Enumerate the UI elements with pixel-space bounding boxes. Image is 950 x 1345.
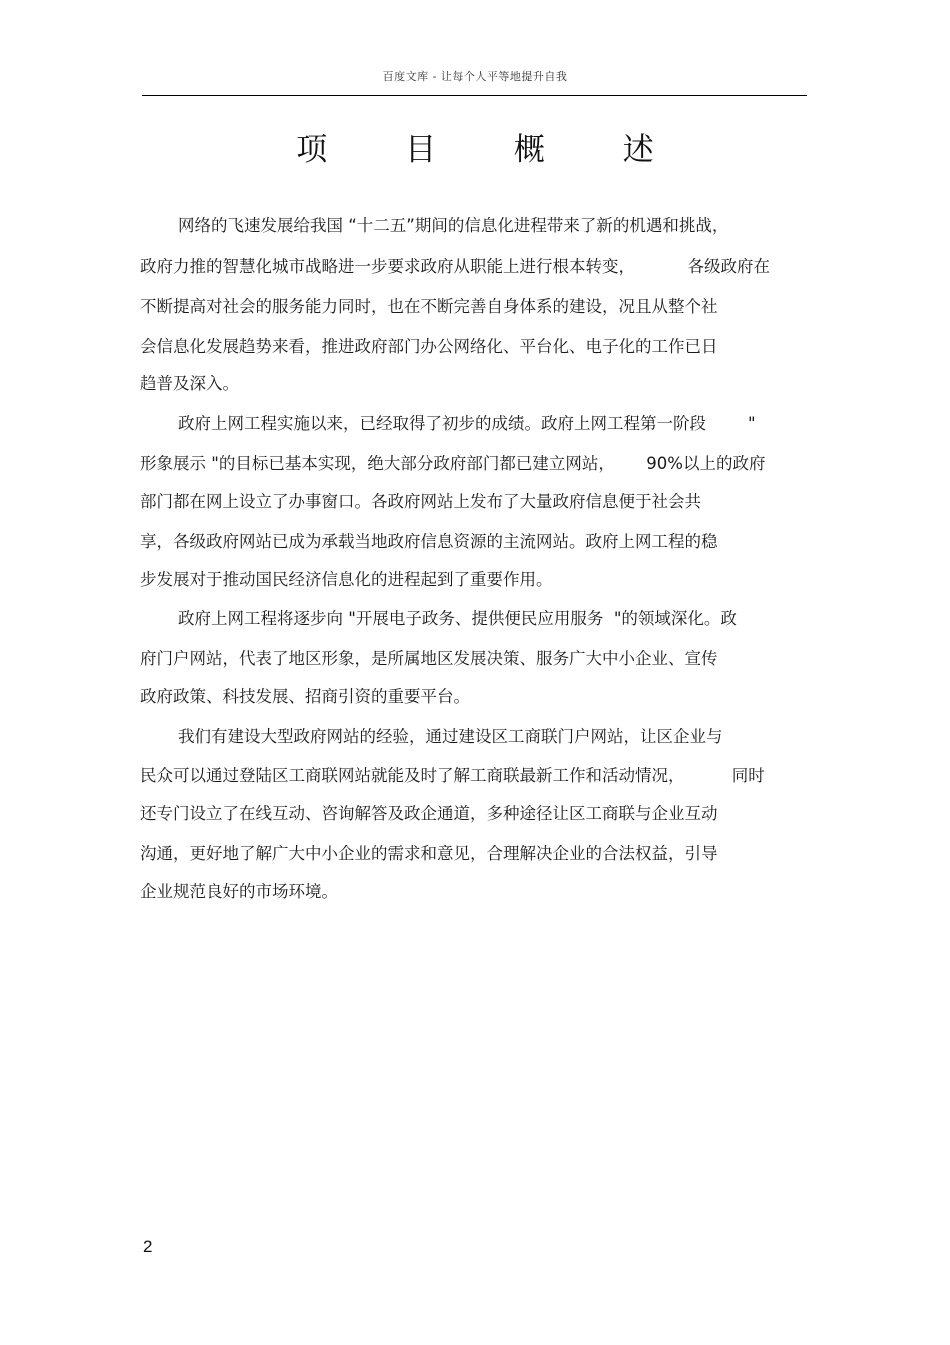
paragraph-2-line-4: 享，各级政府网站已成为承载当地政府信息资源的主流网站。政府上网工程的稳	[140, 532, 718, 551]
paragraph-2-line-5: 步发展对于推动国民经济信息化的进程起到了重要作用。	[140, 570, 553, 589]
paragraph-4-line-1: 我们有建设大型政府网站的经验，通过建设区工商联门户网站，让区企业与	[178, 727, 723, 746]
paragraph-3-line-2: 府门户网站，代表了地区形象，是所属地区发展决策、服务广大中小企业、宣传	[140, 649, 718, 668]
paragraph-4-line-5: 企业规范良好的市场环境。	[140, 882, 338, 901]
paragraph-2-line-1: 政府上网工程实施以来，已经取得了初步的成绩。政府上网工程第一阶段 "	[178, 414, 756, 433]
paragraph-3-line-3: 政府政策、科技发展、招商引资的重要平台。	[140, 687, 470, 706]
paragraph-1-line-2: 政府力推的智慧化城市战略进一步要求政府从职能上进行根本转变， 各级政府在	[140, 257, 770, 276]
paragraph-3-line-1: 政府上网工程将逐步向 "开展电子政务、提供便民应用服务 "的领域深化。政	[178, 609, 737, 628]
header-text: 百度文库 - 让每个人平等地提升自我	[382, 70, 568, 83]
paragraph-4-line-3: 还专门设立了在线互动、咨询解答及政企通道，多种途径让区工商联与企业互动	[140, 804, 718, 823]
paragraph-1-line-5: 趋普及深入。	[140, 374, 239, 393]
page-number: 2	[143, 1237, 153, 1256]
page-title: 项 目 概 述	[296, 132, 688, 168]
paragraph-1-line-3: 不断提高对社会的服务能力同时，也在不断完善自身体系的建设，况且从整个社	[140, 297, 718, 316]
paragraph-4-line-2: 民众可以通过登陆区工商联网站就能及时了解工商联最新工作和活动情况， 同时	[140, 766, 765, 785]
paragraph-1-line-1: 网络的飞速发展给我国 “十二五”期间的信息化进程带来了新的机遇和挑战，	[178, 216, 729, 235]
paragraph-2-line-2: 形象展示 "的目标已基本实现，绝大部分政府部门都已建立网站， 90%以上的政府	[140, 454, 766, 473]
paragraph-1-line-4: 会信息化发展趋势来看，推进政府部门办公网络化、平台化、电子化的工作已日	[140, 337, 718, 356]
header-divider	[142, 95, 807, 96]
paragraph-2-line-3: 部门都在网上设立了办事窗口。各政府网站上发布了大量政府信息便于社会共	[140, 492, 701, 511]
paragraph-4-line-4: 沟通，更好地了解广大中小企业的需求和意见，合理解决企业的合法权益，引导	[140, 844, 718, 863]
